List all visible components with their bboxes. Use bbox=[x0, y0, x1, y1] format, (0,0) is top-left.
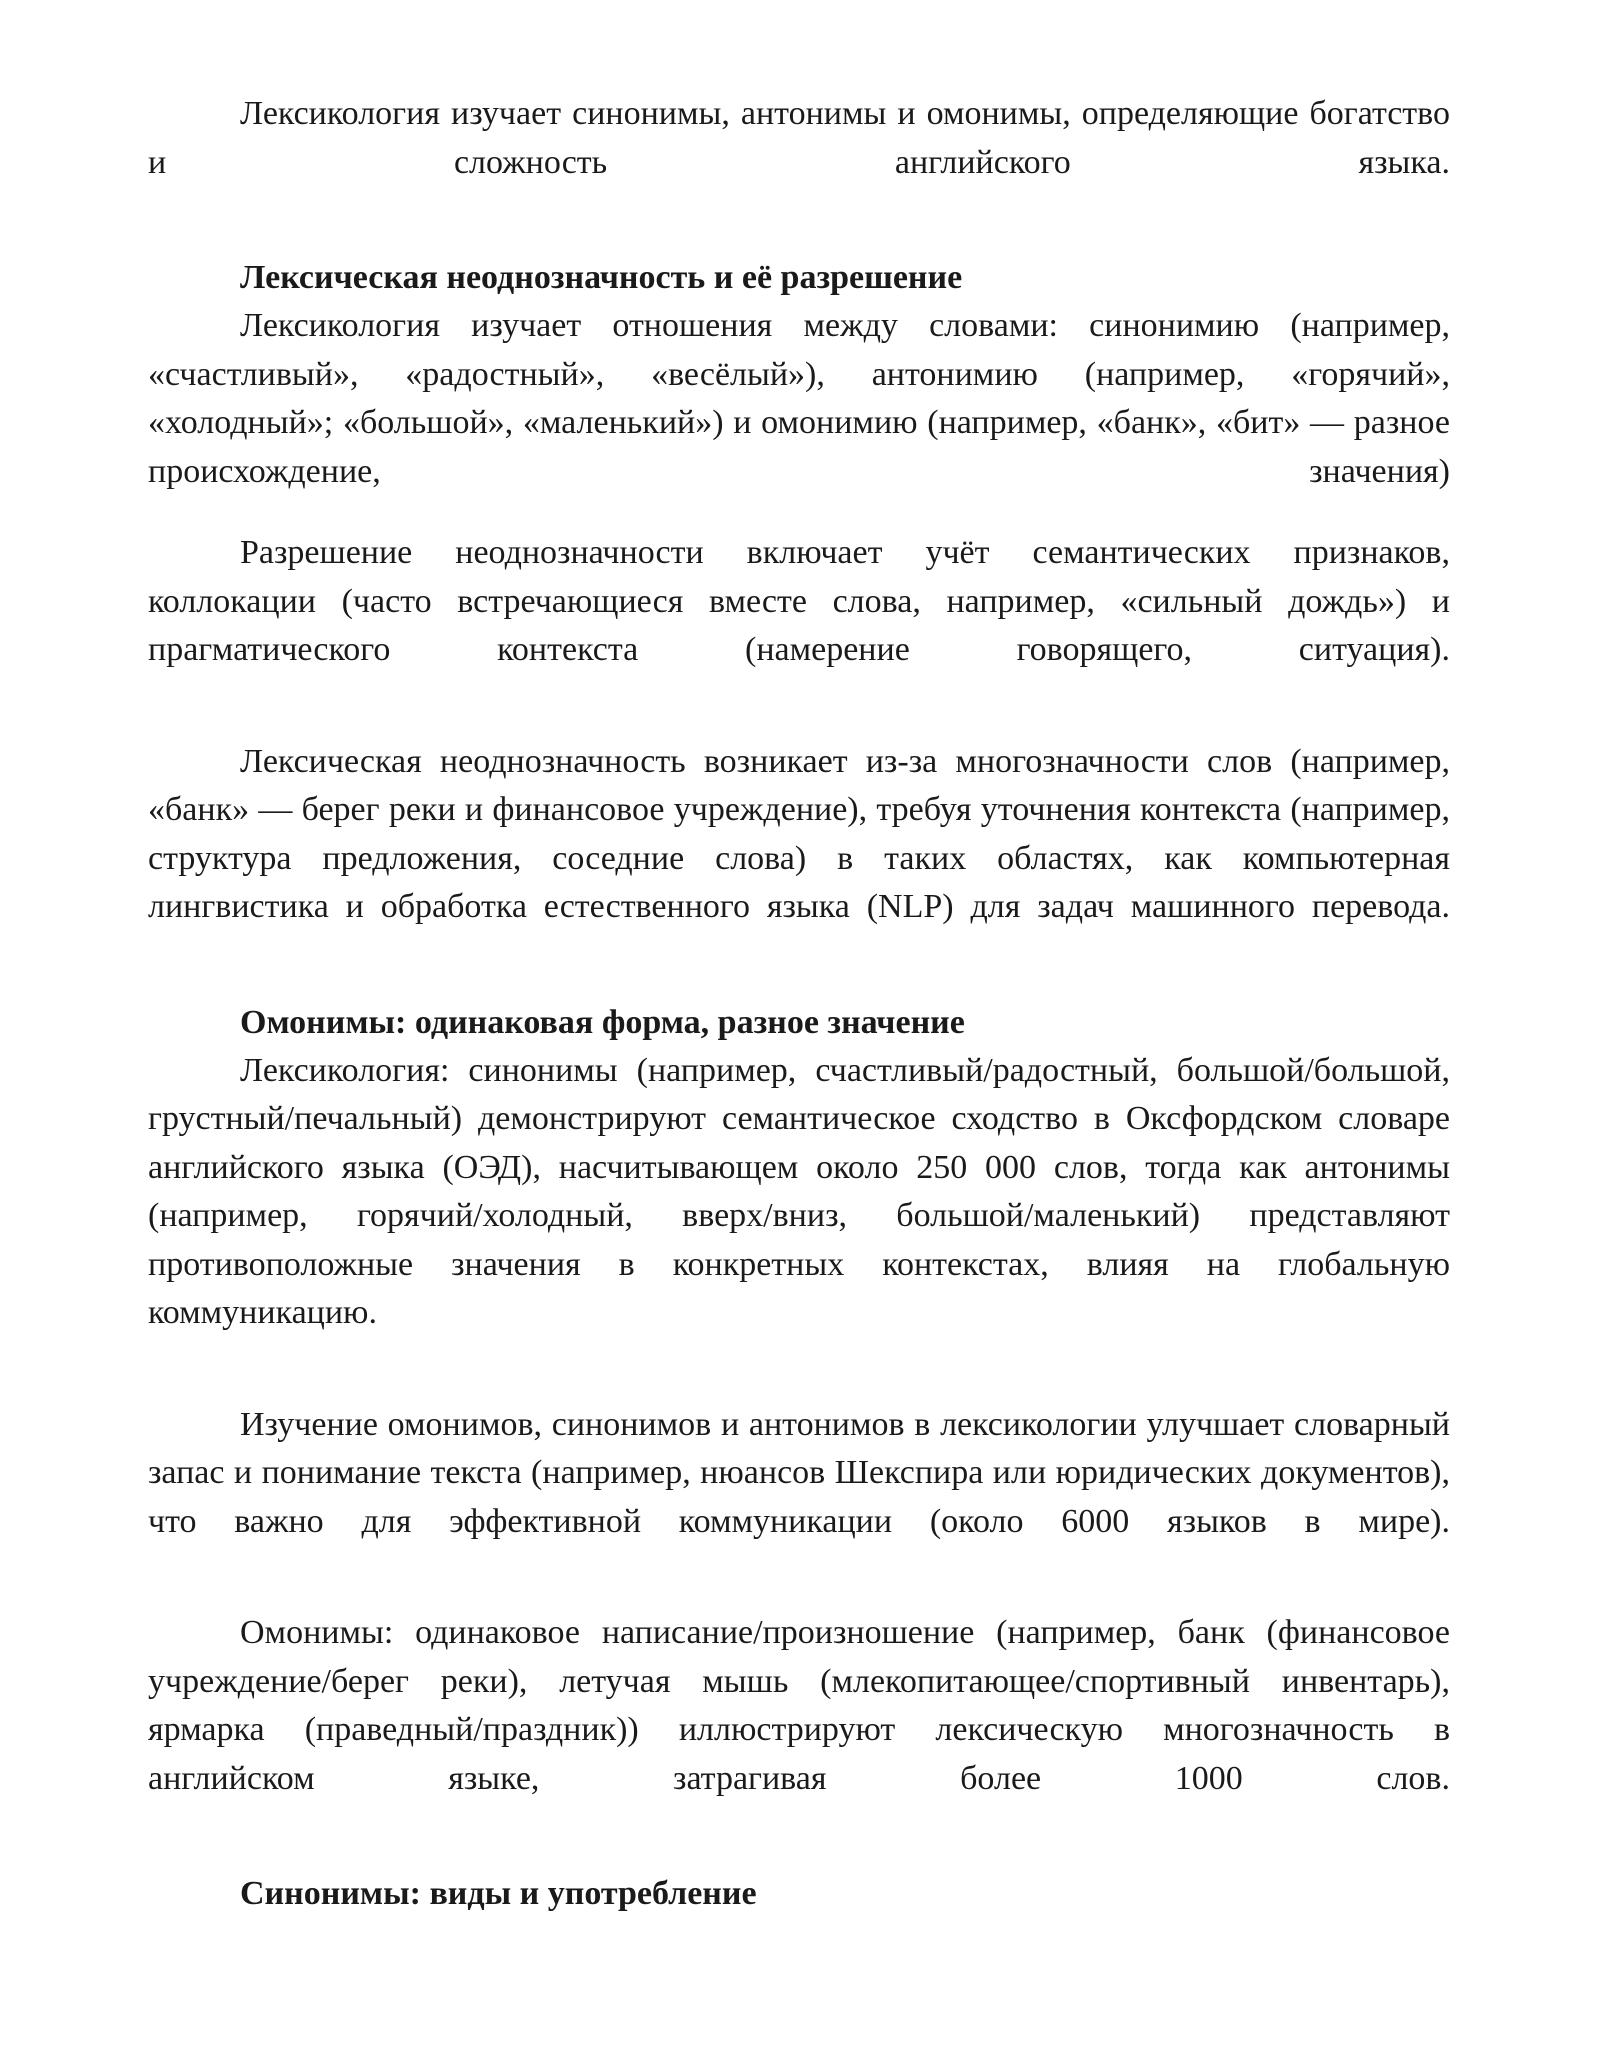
paragraph-relations: Лексикология изучает отношения между словами: синонимию (например, «счастливый», «радостный», «весёлый»), антонимию (например, «горячий», «холодный»; «большой», «маленький») и омонимию (например, «банк», «бит» — разное происхождение, значения) bbox=[148, 307, 1450, 490]
section-heading-homonyms: Омонимы: одинаковая форма, разное значение bbox=[240, 1003, 965, 1041]
paragraph-synonyms-antonyms: Лексикология: синонимы (например, счастливый/радостный, большой/большой, грустный/печальный) демонстрируют семантическое сходство в Оксфордском словаре английского языка (ОЭД), насчитывающем около 250 000 слов, тогда как антонимы (например, горячий/холодный, вверх/вниз, большой/маленький) представляют противоположные значения в конкретных контекстах, влияя на глобальную коммуникацию. bbox=[148, 1051, 1450, 1331]
section-heading-synonyms: Синонимы: виды и употребление bbox=[240, 1875, 757, 1912]
section-heading-ambiguity: Лексическая неоднозначность и её разрешение bbox=[240, 259, 963, 296]
paragraph-homonyms: Омонимы: одинаковое написание/произношение (например, банк (финансовое учреждение/берег реки), летучая мышь (млекопитающее/спортивный инвентарь), ярмарка (праведный/праздник)) иллюстрируют лексическую многозначность в английском языке, затрагивая более 1000 слов. bbox=[148, 1614, 1450, 1797]
paragraph-disambiguation: Разрешение неоднозначности включает учёт семантических признаков, коллокации (часто встречающиеся вместе слова, например, «сильный дождь») и прагматического контекста (намерение говорящего, ситуация). bbox=[148, 534, 1450, 668]
paragraph-lexical-ambiguity: Лексическая неоднозначность возникает из-за многозначности слов (например, «банк» — берег реки и финансовое учреждение), требуя уточнения контекста (например, структура предложения, соседние слова) в таких областях, как компьютерная лингвистика и обработка естественного языка (NLP) для задач машинного перевода. bbox=[148, 742, 1450, 925]
intro-paragraph: Лексикология изучает синонимы, антонимы и омонимы, определяющие богатство и сложность английского языка. bbox=[148, 95, 1450, 181]
document-page bbox=[148, 90, 1450, 1918]
paragraph-study: Изучение омонимов, синонимов и антонимов в лексикологии улучшает словарный запас и понимание текста (например, нюансов Шекспира или юридических документов), что важно для эффективной коммуникации (около 6000 языков в мире). bbox=[148, 1405, 1450, 1540]
